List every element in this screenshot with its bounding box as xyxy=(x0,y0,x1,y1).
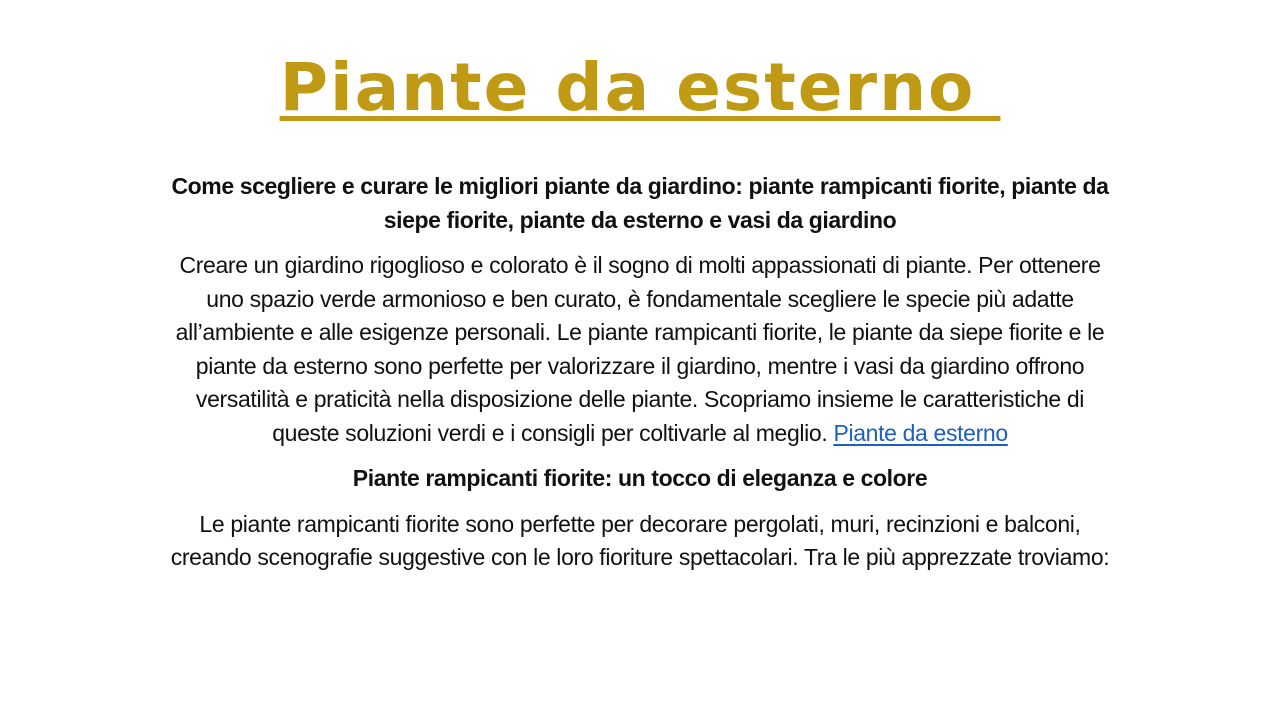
intro-paragraph-text: Creare un giardino rigoglioso e colorato è il sogno di molti appassionati di piante. Per ottenere uno spazio verde armonioso e ben curato, è fondamentale scegliere le specie più adatte all’ambiente e alle esigenze personali. Le piante rampicanti fiorite, le piante da siepe fiorite e le piante da esterno sono perfette per valorizzare il giardino, mentre i vasi da giardino offrono versatilità e praticità nella disposizione delle piante. Scopriamo insieme le caratteristiche di queste soluzioni verdi e i consigli per coltivarle al meglio. xyxy=(175,252,1105,446)
intro-paragraph xyxy=(165,249,1115,450)
section-heading: Piante rampicanti fiorite: un tocco di eleganza e colore xyxy=(352,465,928,491)
intro-heading: Come scegliere e curare le migliori piante da giardino: piante rampicanti fiorite, piante da siepe fiorite, piante da esterno e vasi da giardino xyxy=(171,173,1109,233)
piante-da-esterno-link[interactable]: Piante da esterno xyxy=(833,419,1008,446)
section-paragraph: Le piante rampicanti fiorite sono perfette per decorare pergolati, muri, recinzioni e balconi, creando scenografie suggestive con le loro fioriture spettacolari. Tra le più apprezzate troviamo: xyxy=(170,510,1110,570)
slide-title xyxy=(0,46,1280,130)
slide-body xyxy=(165,170,1115,587)
slide-title-text: Piante da esterno xyxy=(279,49,1001,126)
